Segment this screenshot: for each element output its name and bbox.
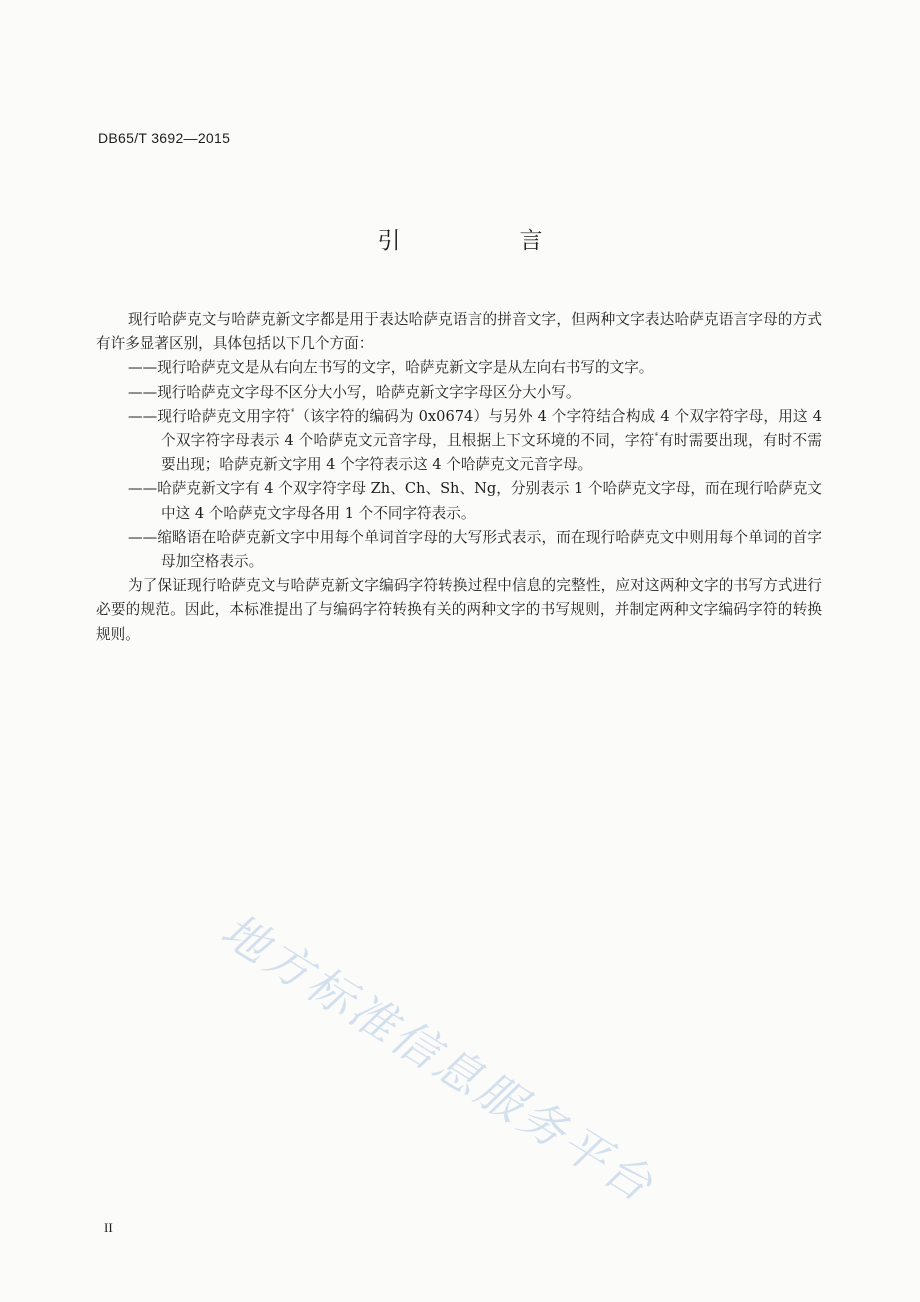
list-item: ——现行哈萨克文字母不区分大小写，哈萨克新文字字母区分大小写。 (128, 383, 581, 401)
page-title: 引 言 (377, 228, 591, 254)
intro-paragraph: 现行哈萨克文与哈萨克新文字都是用于表达哈萨克语言的拼音文字，但两种文字表达哈萨克语言字母的方式有许多显著区别，具体包括以下几个方面： (96, 311, 822, 353)
list-item: ——哈萨克新文字有 4 个双字符字母 Zh、Ch、Sh、Ng，分别表示 1 个哈萨克文字母，而在现行哈萨克文中这 4 个哈萨克文字母各用 1 个不同字符表示。 (128, 480, 822, 522)
watermark: 地方标准信息服务平台 (212, 902, 665, 1214)
list-item: ——缩略语在哈萨克新文字中用每个单词首字母的大写形式表示，而在现行哈萨克文中则用每个单词的首字母加空格表示。 (128, 528, 822, 571)
standard-code: DB65/T 3692—2015 (98, 130, 231, 146)
page-number: II (104, 1220, 113, 1235)
list-item: ——现行哈萨克文用字符ٴ（该字符的编码为 0x0674）与另外 4 个字符结合构成 4 个双字符字母，用这 4 个双字符字母表示 4 个哈萨克文元音字母，且根据上下文环境的不同，字符ٴ有时需要出现，有时不需要出现；哈萨克新文字用 4 个字符表示这 4 个哈萨克文元音字母。 (128, 407, 822, 474)
document-body (96, 308, 822, 647)
closing-paragraph: 为了保证现行哈萨克文与哈萨克新文字编码字符转换过程中信息的完整性，应对这两种文字的书写方式进行必要的规范。因此，本标准提出了与编码字符转换有关的两种文字的书写规则，并制定两种文字编码字符的转换规则。 (96, 577, 822, 643)
list-item: ——现行哈萨克文是从右向左书写的文字，哈萨克新文字是从左向右书写的文字。 (128, 359, 654, 377)
